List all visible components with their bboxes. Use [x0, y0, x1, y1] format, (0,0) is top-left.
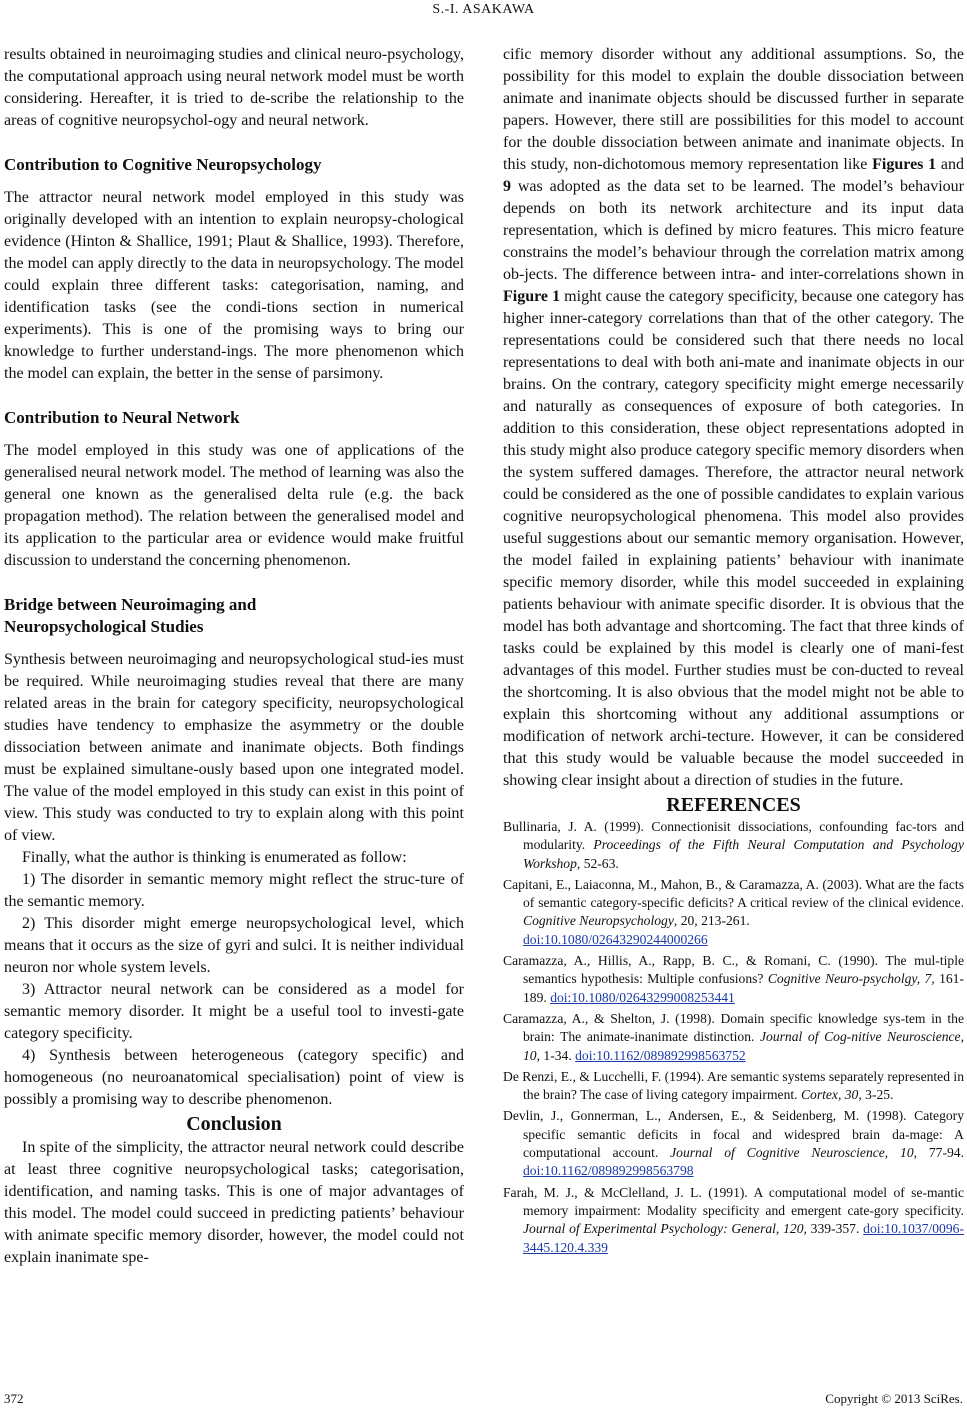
figure-reference-9: 9 — [503, 178, 511, 195]
reference-pages: 161-189. — [523, 971, 964, 1005]
paragraph-conclusion-continued — [503, 44, 964, 792]
reference-list — [503, 818, 964, 1257]
reference-item — [503, 818, 964, 873]
reference-pages: 339-357. — [806, 1221, 864, 1237]
reference-item — [503, 952, 964, 1007]
reference-text: Farah, M. J., & McClelland, J. L. (1991). A computational model of se-mantic memory impairment: Modality specificity and emergent cate-gory specificity. — [503, 1184, 964, 1218]
reference-source: Cognitive Neuro-psycholgy, 7, — [767, 971, 935, 987]
heading-conclusion: Conclusion — [186, 1113, 282, 1135]
reference-item — [503, 876, 964, 949]
heading-bridge-line1: Bridge between Neuroimaging and — [4, 595, 257, 614]
reference-text: De Renzi, E., & Lucchelli, F. (1994). Are semantic systems separately represented in the brain? The case of living category impairment. — [503, 1068, 964, 1103]
reference-pages: , 20, 213-261. — [673, 913, 750, 929]
heading-cognitive-neuropsychology: Contribution to Cognitive Neuropsychology — [4, 155, 322, 174]
doi-link[interactable]: doi:10.1037/0096-3445.120.4.339 — [523, 1221, 964, 1255]
paragraph-conclusion: In spite of the simplicity, the attractor neural network could describe at least three cognitive neuropsychological tasks; categorisation, identification, and naming tasks. This is one of major advantages of this model. The model could succeed in predicting patients’ behaviour with animate specific memory disorder, however, the model could not explain inanimate spe- — [4, 1139, 464, 1266]
reference-source: Cortex, 30, — [800, 1087, 862, 1103]
paragraph-bridge: Synthesis between neuroimaging and neuropsychological stud-ies must be required. While neuroimaging studies reveal that there are many related areas in the brain for category specificity, neuropsychological studies have tendency to emphasize the asymmetry or the double dissociation between animate and inanimate objects. Both findings must be explained simultane-ously based upon one integrated model. The value of the model employed in this study can exist in this point of view. This study was conducted to try to explain along with this point of view. — [4, 651, 464, 844]
reference-text: Caramazza, A., Hillis, A., Rapp, B. C., & Romani, C. (1990). The mul-tiple semantics hypothesis: Multiple confusions? — [503, 953, 964, 987]
list-item-1: 1) The disorder in semantic memory might reflect the struc-ture of the semantic memory. — [4, 871, 464, 910]
text-run: was adopted as the data set to be learned. The model’s behaviour depends on both its network architecture and its input data representation, which is defined by micro features. This micro feature constrains the model’s behaviour through the correlation matrix among ob-jects. The difference between intra- and inter-correlations shown in — [503, 178, 964, 283]
intro-paragraph: results obtained in neuroimaging studies and clinical neuro-psychology, the computational approach using neural network model must be worth considering. Hereafter, it is tried to de-scribe the relationship to the areas of cognitive neuropsychol-ogy and neural network. — [4, 46, 464, 129]
text-run: and — [936, 156, 964, 173]
reference-item — [503, 1184, 964, 1257]
right-column — [503, 44, 964, 1260]
reference-text: Devlin, J., Gonnerman, L., Andersen, E., & Seidenberg, M. (1998). Category specific semantic deficits in focal and widespred brain da-mage: A computational account. — [503, 1108, 964, 1161]
reference-item — [503, 1068, 964, 1105]
figure-reference-1b: Figure 1 — [503, 288, 561, 305]
reference-text: Bullinaria, J. A. (1999). Connectionisit dissociations, confounding fac-tors and modularity. — [503, 819, 964, 853]
reference-item — [503, 1010, 964, 1065]
doi-link[interactable]: doi:10.1080/02643290244000266 — [523, 931, 708, 947]
reference-source: Journal of Cog-nitive Neuroscience, 10, — [523, 1029, 964, 1063]
figure-reference-1: Figures 1 — [872, 156, 937, 173]
doi-link[interactable]: doi:10.1162/089892998563798 — [523, 1163, 694, 1179]
list-item-4: 4) Synthesis between heterogeneous (category specific) and homogeneous (no neuroanatomical specialisation) point of view is possibly a promising way to describe phenomenon. — [4, 1047, 464, 1108]
doi-link[interactable]: doi:10.1080/02643299008253441 — [550, 989, 735, 1005]
reference-pages: 1-34. — [540, 1047, 576, 1063]
reference-pages: 77-94. — [917, 1145, 964, 1161]
reference-text: Capitani, E., Laiaconna, M., Mahon, B., & Caramazza, A. (2003). What are the facts of semantic category-specific deficits? A critical review of the clinical evidence. — [503, 876, 964, 911]
reference-source: Cognitive Neuropsychology — [523, 913, 674, 929]
list-item-2: 2) This disorder might emerge neuropsychological level, which means that it occurs as the size of gyri and sulci. It is neither individual neuron nor whole system levels. — [4, 915, 464, 976]
heading-neural-network: Contribution to Neural Network — [4, 408, 240, 427]
left-column — [4, 44, 464, 1269]
text-run: might cause the category specificity, because one category has higher inner-category correlations than that of the other category. The representations could be considered such that there needs no local representations to deal with both ani-mate and inanimate objects in our brains. On the contrary, category specificity might emerge necessarily and naturally as consequences of exposure of both categories. In addition to this consideration, these object representations adopted in this study might also produce category specific memory disorders when the system suffered damages. Therefore, the attractor neural network could be considered as the one of possible candidates to explain various cognitive neuropsychological phenomena. This model also provides useful suggestions about our semantic memory organisation. However, the model failed in explaining patients’ behaviour with inanimate specific memory disorder, while this model succeeded in explaining patients behaviour with animate specific disorder. It is obvious that the model has both advantage and shortcoming. The fact that three kinds of tasks could be explained by this model is clearly one of mani-fest advantages of this model. Further studies must be con-ducted to reveal the shortcoming. It is also obvious that the model might not be able to explain this shortcoming without any additional assumptions or modification of network archi-tecture. However, it can be considered that this study would be valuable because the model succeeded in showing clear insight about a direction of studies in the future. — [503, 288, 965, 789]
reference-source: Journal of Experimental Psychology: General, 120, — [523, 1221, 807, 1237]
paragraph-neural-network: The model employed in this study was one of applications of the generalised neural network model. The method of learning was also the general one known as the generalised delta rule (e.g. the back propagation method). The relation between the generalised model and its application to the particular area or evidence would make fruitful discussion to understand the concerning phenomenon. — [4, 442, 464, 569]
paragraph-cognitive-neuropsychology: The attractor neural network model employed in this study was originally developed with an intention to explain neuropsy-chological evidence (Hinton & Shallice, 1991; Plaut & Shallice, 1993). Therefore, the model can apply directly to the data in neuropsychology. The model could explain three different tasks: categorisation, naming, and identification tasks (see the condi-tions section in numerical experiments). This is one of the promising ways to bring our knowledge to further understand-ings. The more phenomenon which the model can explain, the better in the sense of parsimony. — [4, 189, 464, 382]
reference-text: Caramazza, A., & Shelton, J. (1998). Domain specific knowledge sys-tem in the brain: The animate-inanimate distinction. — [503, 1010, 964, 1045]
doi-link[interactable]: doi:10.1162/089892998563752 — [575, 1047, 746, 1063]
heading-bridge-line2: Neuropsychological Studies — [4, 617, 204, 636]
reference-pages: 3-25. — [861, 1087, 894, 1103]
text-run: cific memory disorder without any additional assumptions. So, the possibility for this model to explain the double dissociation between animate and inanimate objects should be discussed further in separate papers. However, there still are possibilities for this model to account for the double dissociation between animate and inanimate objects. In this study, non-dichotomous memory representation like — [503, 46, 964, 173]
page-number: 372 — [4, 1391, 24, 1406]
running-head: S.-I. ASAKAWA — [432, 2, 535, 17]
list-item-3: 3) Attractor neural network can be considered as a model for semantic memory disorder. It might be a useful tool to investi-gate category specificity. — [4, 981, 464, 1042]
reference-pages: , 52-63. — [576, 855, 619, 871]
reference-source: Journal of Cognitive Neuroscience, 10, — [670, 1145, 918, 1161]
copyright-notice: Copyright © 2013 SciRes. — [825, 1391, 963, 1406]
heading-bridge — [4, 594, 464, 638]
paragraph-enumeration-intro: Finally, what the author is thinking is enumerated as follow: — [22, 849, 407, 866]
reference-item — [503, 1107, 964, 1180]
reference-source: Proceedings of the Fifth Neural Computation and Psychology Workshop — [523, 837, 964, 871]
heading-references: REFERENCES — [666, 794, 801, 816]
